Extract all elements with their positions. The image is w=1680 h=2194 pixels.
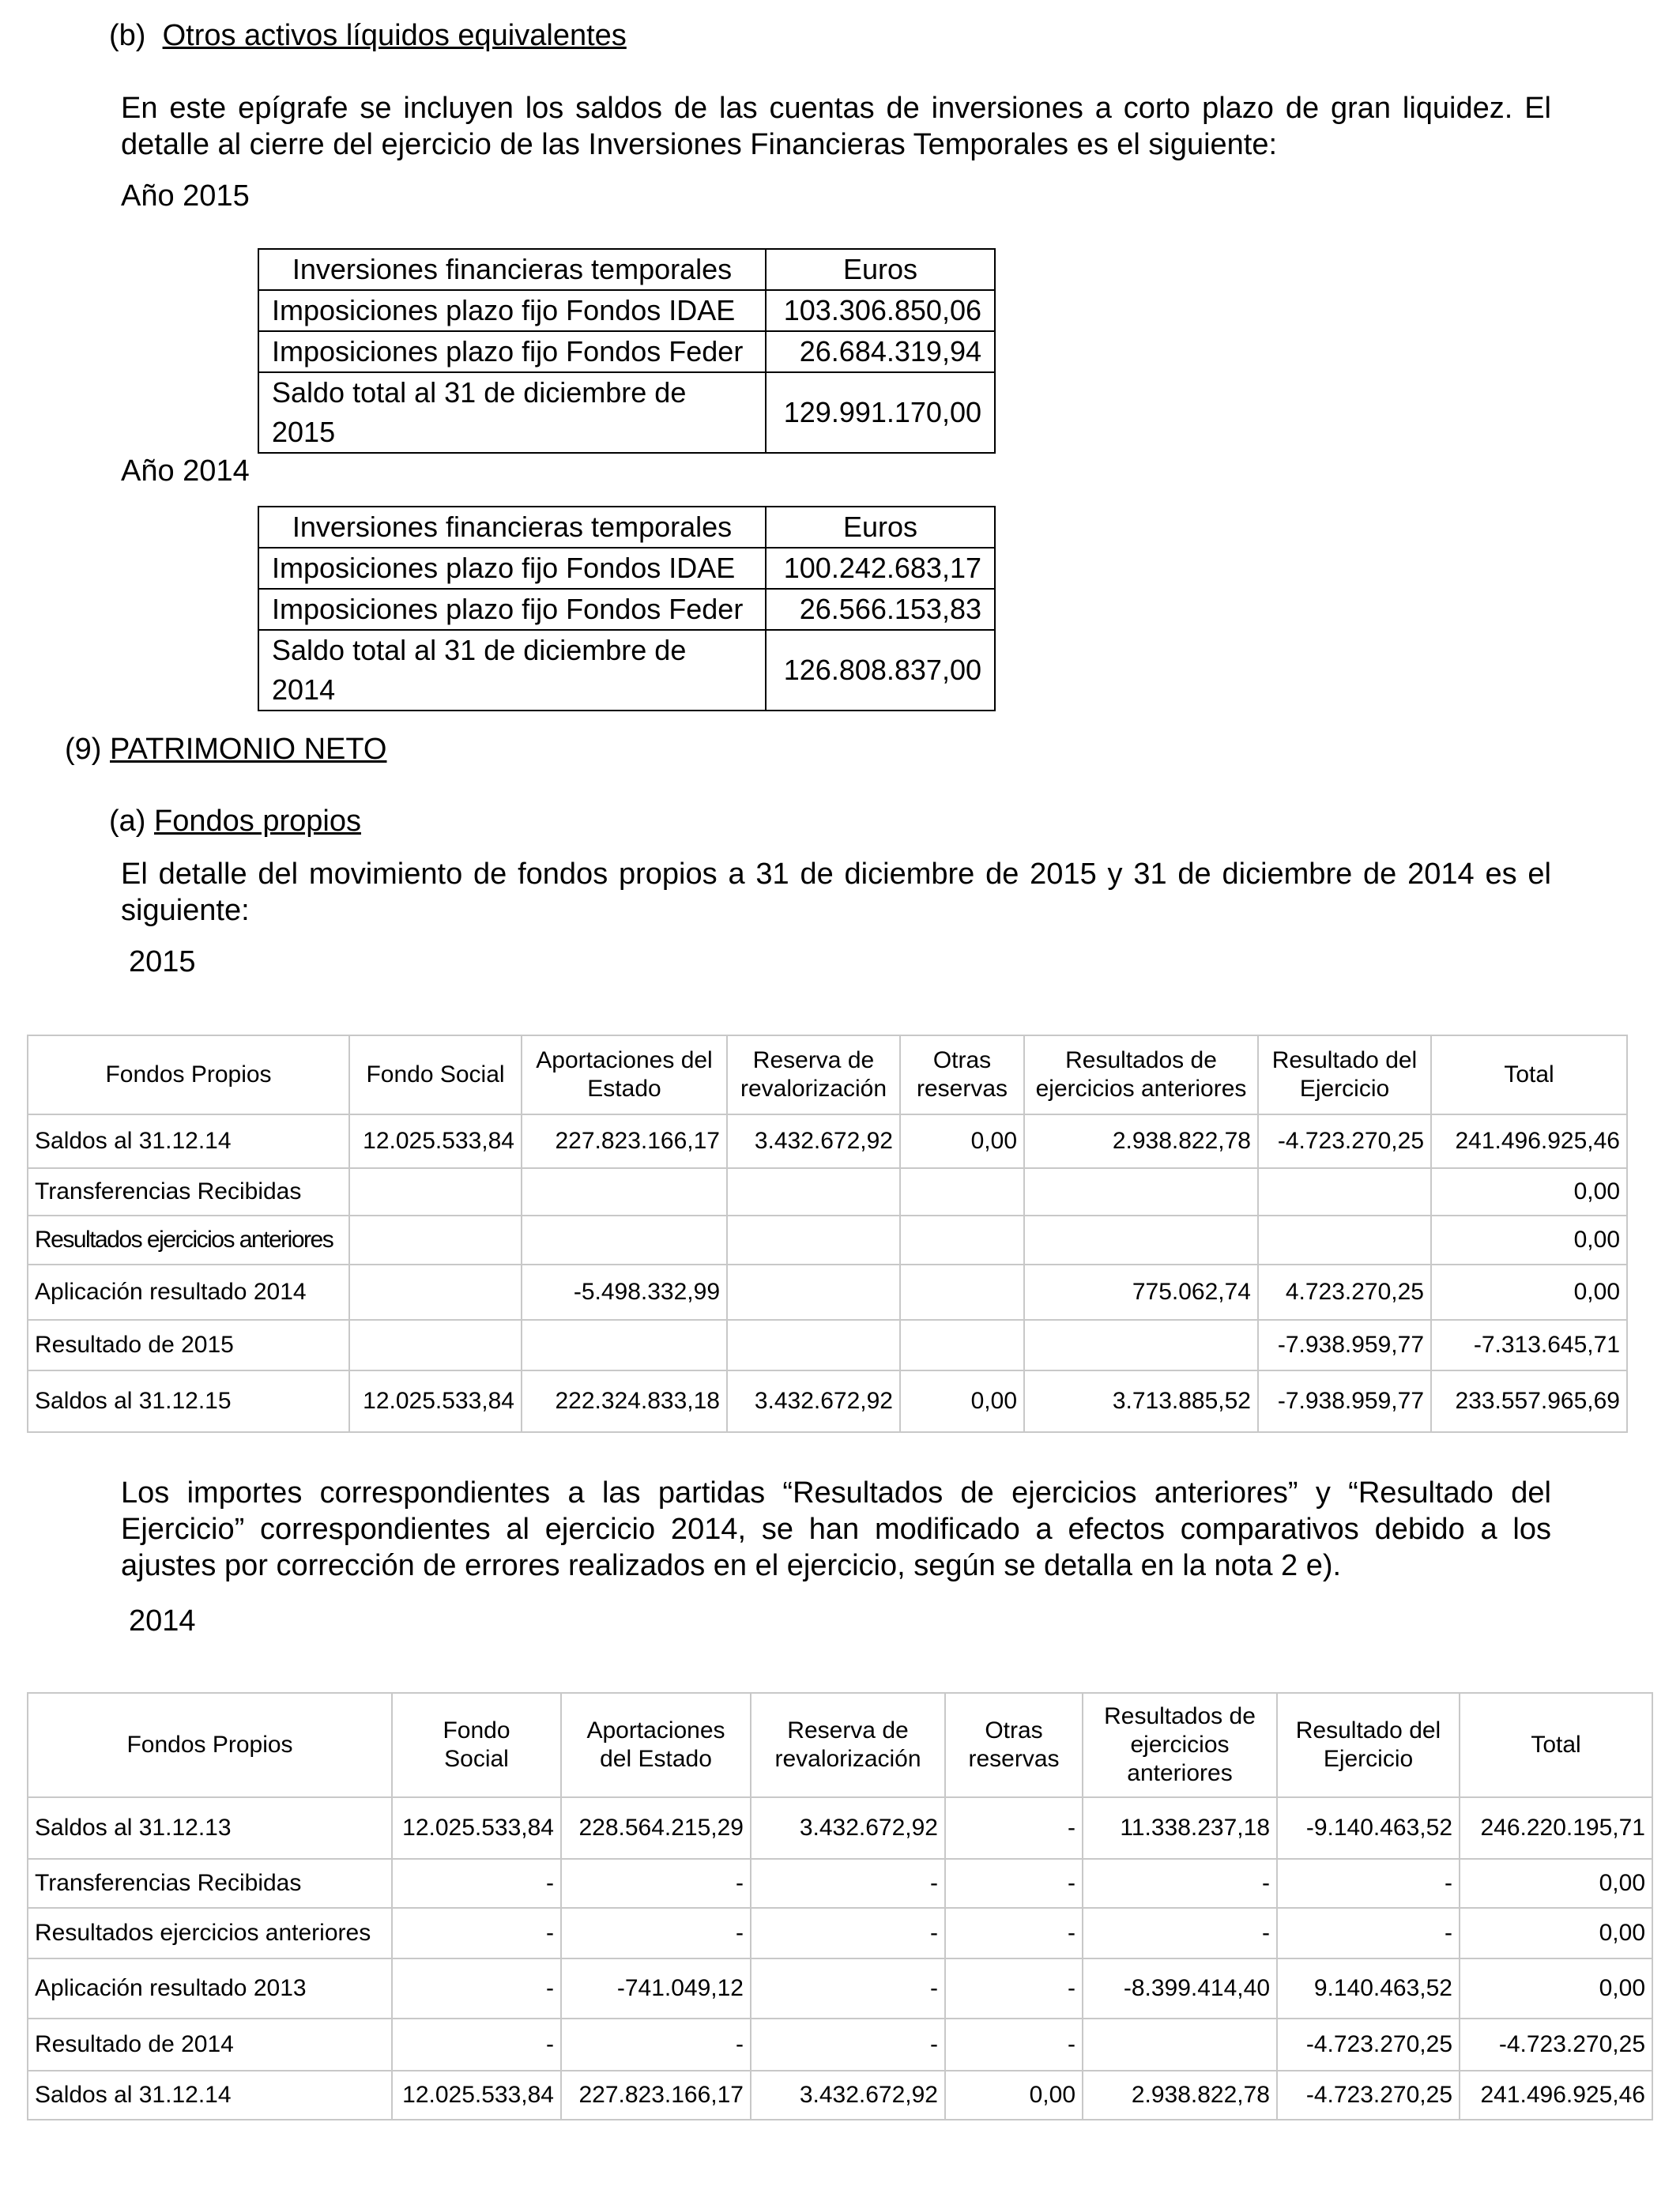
header-cell: Resultado del Ejercicio [1277, 1693, 1460, 1797]
section-b-paragraph-line1: En este epígrafe se incluyen los saldos de las cuentas de inversiones a corto plazo de gran liquidez. El [121, 92, 1551, 125]
table-row [258, 331, 995, 372]
header-cell: Total [1460, 1693, 1652, 1797]
cell: - [751, 1859, 945, 1908]
fondos-propios-2014-table [27, 1692, 1653, 2120]
cell: - [1277, 1908, 1460, 1958]
cell [1258, 1216, 1431, 1265]
cell: 233.557.965,69 [1431, 1370, 1627, 1432]
cell: -9.140.463,52 [1277, 1797, 1460, 1859]
cell: -741.049,12 [561, 1958, 751, 2019]
cell: 241.496.925,46 [1460, 2071, 1652, 2120]
table-header-row [28, 1693, 1652, 1797]
cell [1024, 1320, 1258, 1370]
cell: - [945, 1908, 1083, 1958]
table-row [28, 1265, 1627, 1320]
table-row [28, 1168, 1627, 1216]
header-cell: Fondos Propios [28, 1035, 349, 1114]
cell [349, 1320, 522, 1370]
cell [727, 1320, 900, 1370]
cell [1258, 1168, 1431, 1216]
table-row [258, 290, 995, 331]
year-2014-heading: 2014 [129, 1604, 196, 1638]
header-cell: Resultado del Ejercicio [1258, 1035, 1431, 1114]
header-cell: Inversiones financieras temporales [258, 507, 766, 548]
section-9-paragraph-line2: siguiente: [121, 894, 250, 927]
cell [900, 1168, 1024, 1216]
row-label: Resultado de 2014 [28, 2019, 392, 2071]
note-line3: ajustes por corrección de errores realizados en el ejercicio, según se detalla en la nota 2 e). [121, 1549, 1342, 1582]
cell: 12.025.533,84 [392, 2071, 561, 2120]
cell: -7.313.645,71 [1431, 1320, 1627, 1370]
cell [727, 1216, 900, 1265]
investments-2014-table [258, 506, 996, 711]
cell [727, 1265, 900, 1320]
cell: 3.432.672,92 [751, 2071, 945, 2120]
header-cell: Fondo Social [349, 1035, 522, 1114]
table-row [258, 372, 995, 453]
cell: 227.823.166,17 [522, 1114, 727, 1168]
cell: - [751, 1958, 945, 2019]
row-label: Saldos al 31.12.14 [28, 2071, 392, 2120]
cell [727, 1168, 900, 1216]
table-row [28, 2071, 1652, 2120]
row-label: Aplicación resultado 2014 [28, 1265, 349, 1320]
cell: -4.723.270,25 [1277, 2019, 1460, 2071]
row-label: Saldos al 31.12.14 [28, 1114, 349, 1168]
cell: - [1277, 1859, 1460, 1908]
cell: 775.062,74 [1024, 1265, 1258, 1320]
table-row [28, 2019, 1652, 2071]
table-row [258, 630, 995, 711]
header-cell: Reserva de revalorización [751, 1693, 945, 1797]
table-header-row [258, 249, 995, 290]
header-cell: Fondo Social [392, 1693, 561, 1797]
cell: 4.723.270,25 [1258, 1265, 1431, 1320]
cell [1024, 1168, 1258, 1216]
cell: 12.025.533,84 [349, 1114, 522, 1168]
row-label: Transferencias Recibidas [28, 1859, 392, 1908]
cell [349, 1216, 522, 1265]
cell: 3.432.672,92 [727, 1114, 900, 1168]
cell [522, 1320, 727, 1370]
cell: 222.324.833,18 [522, 1370, 727, 1432]
row-label: Imposiciones plazo fijo Fondos Feder [258, 331, 766, 372]
cell: 227.823.166,17 [561, 2071, 751, 2120]
cell: 0,00 [1460, 1908, 1652, 1958]
cell: 246.220.195,71 [1460, 1797, 1652, 1859]
cell: 241.496.925,46 [1431, 1114, 1627, 1168]
cell: 12.025.533,84 [349, 1370, 522, 1432]
row-value: 129.991.170,00 [766, 372, 995, 453]
cell: 0,00 [900, 1370, 1024, 1432]
row-label: Imposiciones plazo fijo Fondos IDAE [258, 548, 766, 589]
cell: -4.723.270,25 [1277, 2071, 1460, 2120]
header-cell: Fondos Propios [28, 1693, 392, 1797]
header-cell: Aportaciones del Estado [522, 1035, 727, 1114]
row-label: Imposiciones plazo fijo Fondos IDAE [258, 290, 766, 331]
header-cell: Reserva de revalorización [727, 1035, 900, 1114]
row-label: Resultados ejercicios anteriores [28, 1908, 392, 1958]
cell: 2.938.822,78 [1083, 2071, 1277, 2120]
table-row [258, 548, 995, 589]
table-row [28, 1797, 1652, 1859]
subsection-a-heading [109, 803, 361, 839]
cell: 3.713.885,52 [1024, 1370, 1258, 1432]
header-cell: Total [1431, 1035, 1627, 1114]
cell: - [392, 2019, 561, 2071]
cell: - [751, 2019, 945, 2071]
section-9-paragraph-line1: El detalle del movimiento de fondos propios a 31 de diciembre de 2015 y 31 de diciembre de 2014 es el [121, 858, 1551, 891]
row-label: Resultado de 2015 [28, 1320, 349, 1370]
table-row [28, 1216, 1627, 1265]
cell: 0,00 [1460, 1859, 1652, 1908]
row-label: Saldos al 31.12.13 [28, 1797, 392, 1859]
cell: -7.938.959,77 [1258, 1320, 1431, 1370]
cell: 3.432.672,92 [751, 1797, 945, 1859]
cell: - [945, 1797, 1083, 1859]
header-cell: Resultados de ejercicios anteriores [1083, 1693, 1277, 1797]
cell: - [945, 2019, 1083, 2071]
cell [1083, 2019, 1277, 2071]
cell: -4.723.270,25 [1460, 2019, 1652, 2071]
cell [522, 1168, 727, 1216]
section-b-prefix: (b) [109, 19, 146, 52]
cell [900, 1216, 1024, 1265]
cell: 0,00 [900, 1114, 1024, 1168]
cell: 0,00 [1431, 1216, 1627, 1265]
row-label: Transferencias Recibidas [28, 1168, 349, 1216]
cell: - [1083, 1908, 1277, 1958]
table-row [28, 1958, 1652, 2019]
row-value: 103.306.850,06 [766, 290, 995, 331]
cell: 2.938.822,78 [1024, 1114, 1258, 1168]
cell [1024, 1216, 1258, 1265]
row-label: Saldos al 31.12.15 [28, 1370, 349, 1432]
table-row [28, 1859, 1652, 1908]
cell: 9.140.463,52 [1277, 1958, 1460, 2019]
cell: - [945, 1859, 1083, 1908]
cell: - [392, 1908, 561, 1958]
note-line2: Ejercicio” correspondientes al ejercicio 2014, se han modificado a efectos comparativos debido a los [121, 1513, 1551, 1546]
header-cell: Euros [766, 507, 995, 548]
header-cell: Aportaciones del Estado [561, 1693, 751, 1797]
row-label: Saldo total al 31 de diciembre de 2015 [258, 372, 766, 453]
cell [349, 1265, 522, 1320]
fondos-propios-2015-table [27, 1035, 1628, 1433]
row-label: Saldo total al 31 de diciembre de 2014 [258, 630, 766, 711]
cell [900, 1265, 1024, 1320]
table-header-row [28, 1035, 1627, 1114]
row-value: 26.566.153,83 [766, 589, 995, 630]
table-row [28, 1114, 1627, 1168]
section-9-heading [65, 731, 386, 767]
cell [900, 1320, 1024, 1370]
note-line1: Los importes correspondientes a las partidas “Resultados de ejercicios anteriores” y “Resultado del [121, 1476, 1551, 1510]
cell: - [561, 1908, 751, 1958]
cell: - [945, 1958, 1083, 2019]
year-2014-label: Año 2014 [121, 454, 250, 488]
cell: 0,00 [1460, 1958, 1652, 2019]
section-b-title: Otros activos líquidos equivalentes [162, 19, 627, 52]
table-row [28, 1320, 1627, 1370]
header-cell: Resultados de ejercicios anteriores [1024, 1035, 1258, 1114]
table-header-row [258, 507, 995, 548]
cell: 11.338.237,18 [1083, 1797, 1277, 1859]
row-value: 126.808.837,00 [766, 630, 995, 711]
cell: - [1083, 1859, 1277, 1908]
row-label: Imposiciones plazo fijo Fondos Feder [258, 589, 766, 630]
header-cell: Otras reservas [900, 1035, 1024, 1114]
header-cell: Inversiones financieras temporales [258, 249, 766, 290]
cell: - [561, 2019, 751, 2071]
cell: - [751, 1908, 945, 1958]
section-9-title: PATRIMONIO NETO [110, 733, 387, 766]
cell: 0,00 [945, 2071, 1083, 2120]
cell [349, 1168, 522, 1216]
table-row [258, 589, 995, 630]
year-2015-heading: 2015 [129, 945, 196, 978]
section-b-paragraph-line2: detalle al cierre del ejercicio de las Inversiones Financieras Temporales es el siguiente: [121, 128, 1278, 161]
table-row [28, 1370, 1627, 1432]
subsection-a-title: Fondos propios [154, 805, 361, 838]
section-b-heading [109, 17, 627, 54]
cell: 0,00 [1431, 1265, 1627, 1320]
cell: -4.723.270,25 [1258, 1114, 1431, 1168]
cell: -8.399.414,40 [1083, 1958, 1277, 2019]
subsection-a-prefix: (a) [109, 805, 146, 838]
cell [522, 1216, 727, 1265]
cell: -5.498.332,99 [522, 1265, 727, 1320]
cell: - [392, 1859, 561, 1908]
cell: 3.432.672,92 [727, 1370, 900, 1432]
row-value: 100.242.683,17 [766, 548, 995, 589]
cell: - [561, 1859, 751, 1908]
header-cell: Otras reservas [945, 1693, 1083, 1797]
table-row [28, 1908, 1652, 1958]
row-value: 26.684.319,94 [766, 331, 995, 372]
cell: 228.564.215,29 [561, 1797, 751, 1859]
investments-2015-table [258, 248, 996, 454]
header-cell: Euros [766, 249, 995, 290]
cell: -7.938.959,77 [1258, 1370, 1431, 1432]
cell: - [392, 1958, 561, 2019]
row-label: Aplicación resultado 2013 [28, 1958, 392, 2019]
section-9-prefix: (9) [65, 733, 102, 766]
year-2015-label: Año 2015 [121, 179, 250, 213]
cell: 12.025.533,84 [392, 1797, 561, 1859]
cell: 0,00 [1431, 1168, 1627, 1216]
row-label: Resultados ejercicios anteriores [28, 1216, 349, 1265]
